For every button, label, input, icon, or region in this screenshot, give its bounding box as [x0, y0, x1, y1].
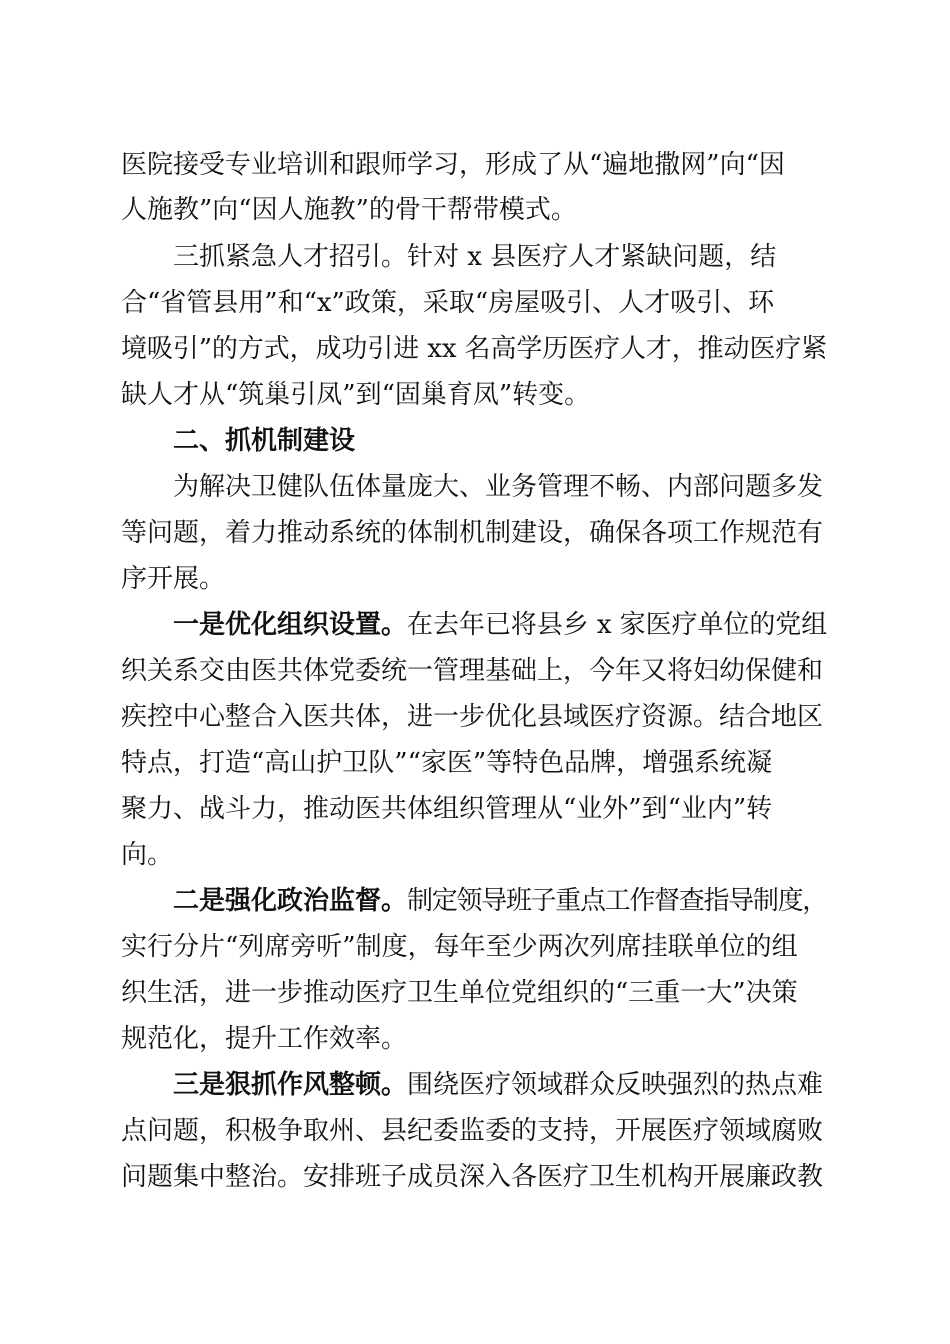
paragraph-line: [0, 326, 950, 372]
section-heading-text: 二、抓机制建设: [173, 426, 356, 456]
section-heading: [0, 418, 950, 464]
line-text: 织生活，进一步推动医疗卫生单位党组织的“三重一大”决策: [121, 978, 798, 1008]
paragraph-line: [0, 924, 950, 970]
paragraph-line: [0, 602, 950, 648]
paragraph-line: [0, 786, 950, 832]
line-text: 境吸引”的方式，成功引进 xx 名高学历医疗人才，推动医疗紧: [121, 334, 828, 364]
line-text: 规范化，提升工作效率。: [121, 1024, 408, 1054]
paragraph-line: [0, 832, 950, 878]
line-text: 聚力、战斗力，推动医共体组织管理从“业外”到“业内”转: [121, 794, 773, 824]
paragraph-line: [0, 187, 950, 233]
paragraph-line: [0, 1016, 950, 1062]
line-text: 疾控中心整合入医共体，进一步优化县域医疗资源。结合地区: [121, 702, 824, 732]
line-text: 向。: [121, 840, 174, 870]
paragraph-line: [0, 510, 950, 556]
paragraph-line: [0, 280, 950, 326]
paragraph-line: [0, 694, 950, 740]
paragraph-line: [0, 372, 950, 418]
line-text: 特点，打造“高山护卫队”“家医”等特色品牌，增强系统凝: [121, 748, 773, 778]
line-text: 在去年已将县乡 x 家医疗单位的党组: [407, 610, 828, 640]
paragraph-line: [0, 142, 950, 188]
subheading-text: 一是优化组织设置。: [173, 610, 408, 640]
paragraph-line: [0, 1108, 950, 1154]
paragraph-line: [0, 464, 950, 510]
line-text: 织关系交由医共体党委统一管理基础上，今年又将妇幼保健和: [121, 656, 824, 686]
paragraph-line: [0, 648, 950, 694]
line-text: 三抓紧急人才招引。针对 x 县医疗人才紧缺问题，结: [173, 242, 777, 272]
line-text: 为解决卫健队伍体量庞大、业务管理不畅、内部问题多发: [173, 472, 824, 502]
paragraph-line: [0, 878, 950, 924]
paragraph-line: [0, 970, 950, 1016]
subheading-text: 三是狠抓作风整顿。: [173, 1070, 408, 1100]
line-text: 制定领导班子重点工作督查指导制度，: [407, 886, 828, 916]
line-text: 序开展。: [121, 564, 226, 594]
paragraph-line: [0, 1062, 950, 1108]
line-text: 医院接受专业培训和跟师学习，形成了从“遍地撒网”向“因: [121, 150, 785, 180]
paragraph-line: [0, 556, 950, 602]
paragraph-line: [0, 1154, 950, 1200]
line-text: 人施教”向“因人施教”的骨干帮带模式。: [121, 195, 577, 225]
line-text: 实行分片“列席旁听”制度，每年至少两次列席挂联单位的组: [121, 932, 798, 962]
line-text: 等问题，着力推动系统的体制机制建设，确保各项工作规范有: [121, 518, 824, 548]
line-text: 问题集中整治。安排班子成员深入各医疗卫生机构开展廉政教: [121, 1162, 824, 1192]
line-text: 围绕医疗领域群众反映强烈的热点难: [407, 1070, 824, 1100]
subheading-text: 二是强化政治监督。: [173, 886, 408, 916]
paragraph-line: [0, 740, 950, 786]
paragraph-line: [0, 234, 950, 280]
line-text: 合“省管县用”和“x”政策，采取“房屋吸引、人才吸引、环: [121, 288, 775, 318]
line-text: 缺人才从“筑巢引凤”到“固巢育凤”转变。: [121, 380, 591, 410]
line-text: 点问题，积极争取州、县纪委监委的支持，开展医疗领域腐败: [121, 1116, 824, 1146]
